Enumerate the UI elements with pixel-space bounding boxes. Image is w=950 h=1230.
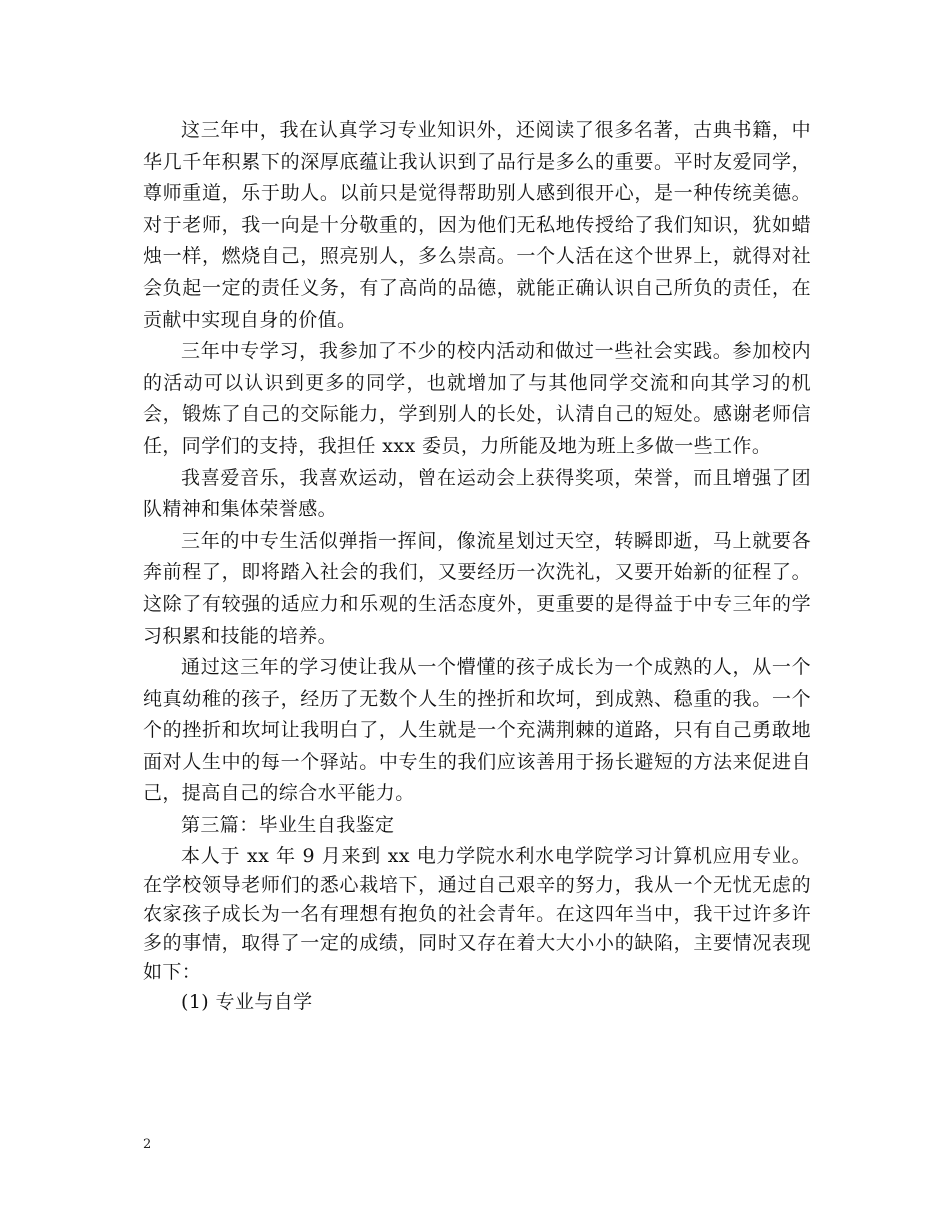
- paragraph-character: 这三年中，我在认真学习专业知识外，还阅读了很多名著，古典书籍，中华几千年积累下的深厚底蕴让我认识到了品行是多么的重要。平时友爱同学，尊师重道，乐于助人。以前只是觉得帮助别人感到很开心，是一种传统美德。对于老师，我一向是十分敬重的，因为他们无私地传授给了我们知识，犹如蜡烛一样，燃烧自己，照亮别人，多么崇高。一个人活在这个世界上，就得对社会负起一定的责任义务，有了高尚的品德，就能正确认识自己所负的责任，在贡献中实现自身的价值。: [143, 119, 811, 331]
- section-heading: 第三篇：毕业生自我鉴定: [181, 814, 395, 837]
- subheading: (1) 专业与自学: [181, 990, 313, 1013]
- page-number: 2: [143, 1137, 152, 1152]
- paragraph-introduction: 本人于 xx 年 9 月来到 xx 电力学院水利水电学院学习计算机应用专业。在学校领导老师们的悉心栽培下，通过自己艰辛的努力，我从一个无忧无虑的农家孩子成长为一名有理想有抱负的社会青年。在这四年当中，我干过许多许多的事情，取得了一定的成绩，同时又存在着大大小小的缺陷，主要情况表现如下：: [143, 844, 811, 983]
- document-body: [143, 115, 811, 1018]
- paragraph-growth: 通过这三年的学习使让我从一个懵懂的孩子成长为一个成熟的人，从一个纯真幼稚的孩子，经历了无数个人生的挫折和坎坷，到成熟、稳重的我。一个个的挫折和坎坷让我明白了，人生就是一个充满荆棘的道路，只有自己勇敢地面对人生中的每一个驿站。中专生的我们应该善用于扬长避短的方法来促进自己，提高自己的综合水平能力。: [143, 656, 811, 805]
- paragraph-activities: 三年中专学习，我参加了不少的校内活动和做过一些社会实践。参加校内的活动可以认识到更多的同学，也就增加了与其他同学交流和向其学习的机会，锻炼了自己的交际能力，学到别人的长处，认清自己的短处。感谢老师信任，同学们的支持，我担任 xxx 委员，力所能及地为班上多做一些工作。: [143, 340, 811, 457]
- paragraph-hobbies: 我喜爱音乐，我喜欢运动，曾在运动会上获得奖项，荣誉，而且增强了团队精神和集体荣誉感。: [143, 466, 811, 521]
- paragraph-life: 三年的中专生活似弹指一挥间，像流星划过天空，转瞬即逝，马上就要各奔前程了，即将踏入社会的我们，又要经历一次洗礼，又要开始新的征程了。这除了有较强的适应力和乐观的生活态度外，更重要的是得益于中专三年的学习积累和技能的培养。: [143, 529, 811, 647]
